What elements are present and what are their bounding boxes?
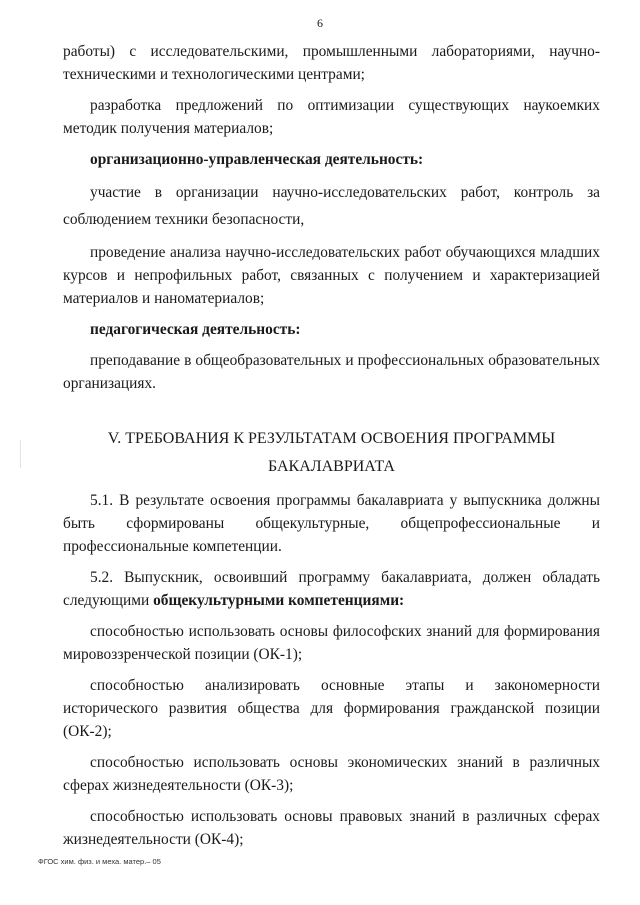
org-item: проведение анализа научно-исследовательских работ обучающихся младших курсов и непрофильных работ, связанных с получением и характеризацией материалов и наноматериалов; <box>63 244 600 307</box>
competency-item: способностью анализировать основные этапы и закономерности исторического развития общества для формирования гражданской позиции (ОК-2); <box>63 677 600 740</box>
paragraph-5-2-bold: общекультурными компетенциями: <box>153 592 405 609</box>
section-title <box>63 425 600 481</box>
section-title-line: V. ТРЕБОВАНИЯ К РЕЗУЛЬТАТАМ ОСВОЕНИЯ ПРОГРАММЫ <box>107 430 556 447</box>
ped-item: преподавание в общеобразовательных и профессиональных образовательных организациях. <box>63 352 600 392</box>
heading-pedagogical: педагогическая деятельность: <box>90 321 301 338</box>
competency-item: способностью использовать основы экономических знаний в различных сферах жизнедеятельности (ОК-3); <box>63 754 600 794</box>
heading-organizational: организационно-управленческая деятельность: <box>90 151 424 168</box>
paragraph-methods: разработка предложений по оптимизации существующих наукоемких методик получения материалов; <box>63 97 600 137</box>
footer-code: ФГОС хим. физ. и меха. матер.– 05 <box>38 857 161 866</box>
paragraph-5-2-text: 5.2. Выпускник, освоивший программу бакалавриата, должен обладать следующими <box>63 569 600 609</box>
paragraph-5-2 <box>63 566 600 612</box>
section-title-line: БАКАЛАВРИАТА <box>268 458 395 475</box>
org-item: участие в организации научно-исследовательских работ, контроль за соблюдением техники безопасности, <box>63 184 600 228</box>
page-number: 6 <box>317 16 323 30</box>
competency-item: способностью использовать основы философских знаний для формирования мировоззренческой позиции (ОК-1); <box>63 623 600 663</box>
margin-mark <box>20 440 21 468</box>
paragraph-continuation: работы) с исследовательскими, промышленными лабораториями, научно-техническими и технологическими центрами; <box>63 43 600 83</box>
competency-item: способностью использовать основы правовых знаний в различных сферах жизнедеятельности (ОК-4); <box>63 808 600 848</box>
document-body <box>63 40 600 859</box>
paragraph-5-1: 5.1. В результате освоения программы бакалавриата у выпускника должны быть сформированы общекультурные, общепрофессиональные и профессиональные компетенции. <box>63 492 600 555</box>
